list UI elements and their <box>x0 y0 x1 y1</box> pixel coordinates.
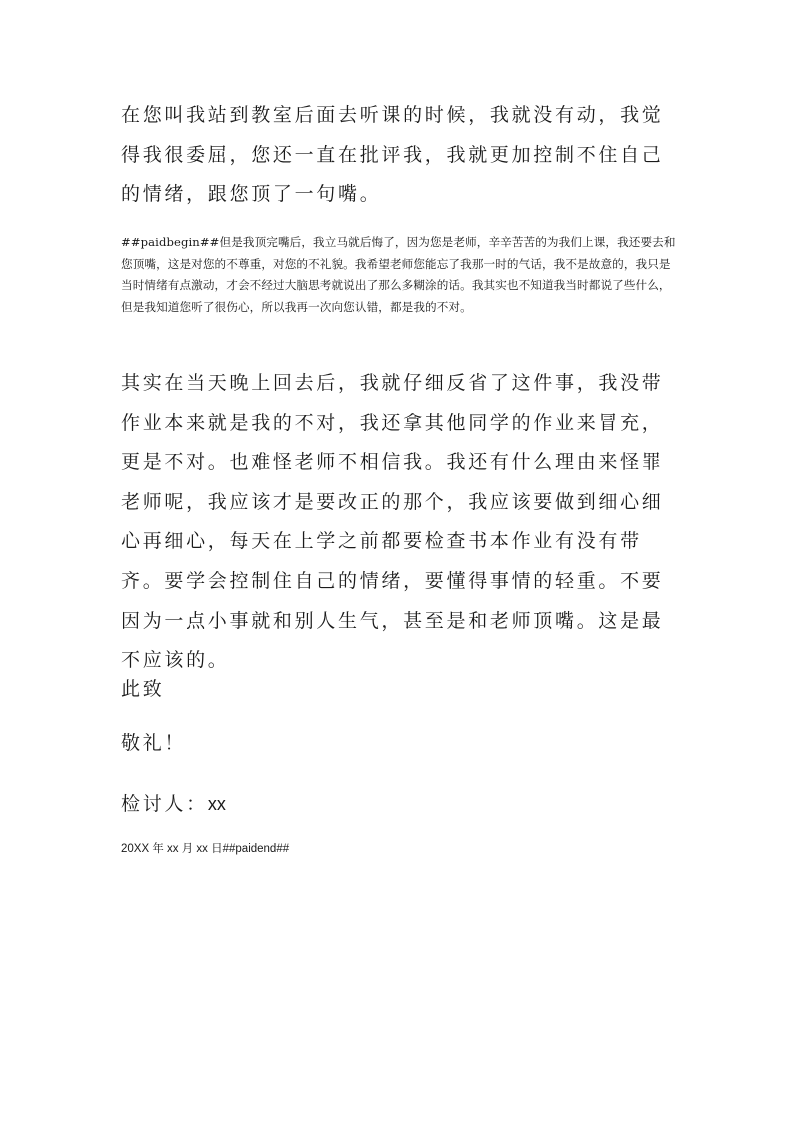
body-paragraph-1: 在您叫我站到教室后面去听课的时候，我就没有动，我觉得我很委屈，您还一直在批评我，我就更加控制不住自己的情绪，跟您顶了一句嘴。 <box>121 104 664 206</box>
signer-line <box>121 789 677 819</box>
date-line: 20XX 年 xx 月 xx 日##paidend## <box>121 843 290 855</box>
signer-name: xx <box>207 794 226 814</box>
body-paragraph-2: ##paidbegin##但是我顶完嘴后，我立马就后悔了，因为您是老师，辛辛苦苦的为我们上课，我还要去和您顶嘴，这是对您的不尊重，对您的不礼貌。我希望老师您能忘了我那一时的气话，我不是故意的，我只是当时情绪有点激动，才会不经过大脑思考就说出了那么多糊涂的话。我其实也不知道我当时都说了些什么，但是我知道您听了很伤心，所以我再一次向您认错，都是我的不对。 <box>121 235 676 314</box>
body-paragraph-3: 其实在当天晚上回去后，我就仔细反省了这件事，我没带作业本来就是我的不对，我还拿其他同学的作业来冒充，更是不对。也难怪老师不相信我。我还有什么理由来怪罪老师呢，我应该才是要改正的那个，我应该要做到细心细心再细心，每天在上学之前都要检查书本作业有没有带齐。要学会控制住自己的情绪，要懂得事情的轻重。不要因为一点小事就和别人生气，甚至是和老师顶嘴。这是最不应该的。 <box>121 372 664 672</box>
closing-salutation: 此致 <box>121 678 165 700</box>
signer-label: 检讨人： <box>121 793 208 815</box>
closing-respect: 敬礼！ <box>121 732 187 754</box>
